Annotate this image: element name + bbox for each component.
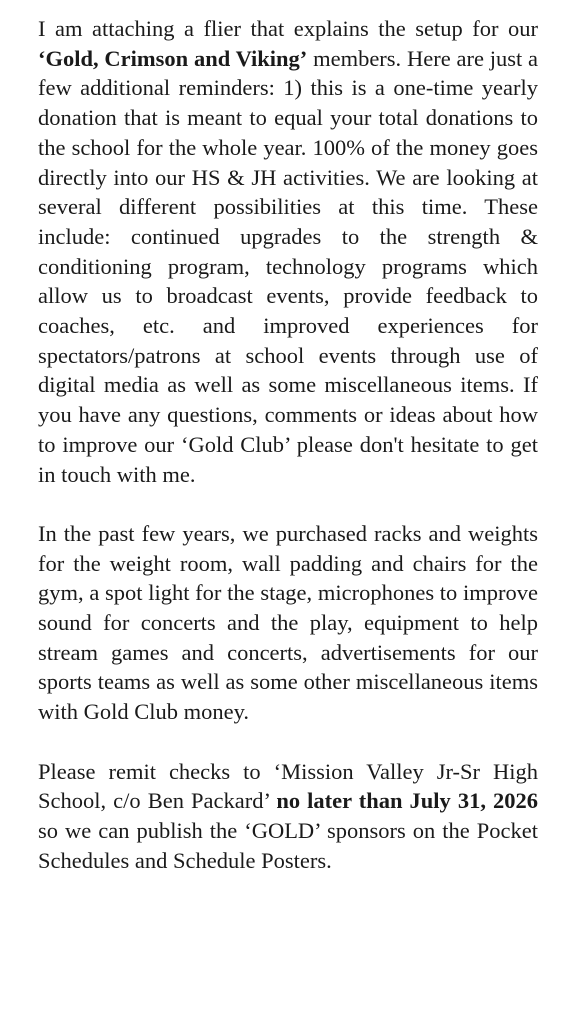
paragraph-3-text-start: Please remit checks to ‘Mission Valley Jr-Sr High School, c/o Ben Packard’ [38,758,538,814]
paragraph-remit-checks [38,757,538,876]
paragraph-flier-reminders [38,14,538,489]
membership-levels-bold: ‘Gold, Crimson and Viking’ [38,45,308,71]
deadline-bold: no later than July 31, 2026 [276,788,538,814]
paragraph-past-purchases: In the past few years, we purchased racks and weights for the weight room, wall padding and chairs for the gym, a spot light for the stage, microphones to improve sound for concerts and the play, equipment to help stream games and concerts, advertisements for our sports teams as well as some other miscellaneous items with Gold Club money. [38,520,538,725]
paragraph-3-text-rest: so we can publish the ‘GOLD’ sponsors on the Pocket Schedules and Schedule Posters. [38,817,538,873]
paragraph-1-text-start: I am attaching a flier that explains the setup for our [38,16,538,41]
paragraph-1-text-rest: members. Here are just a few additional reminders: 1) this is a one-time yearly donation that is meant to equal your total donations to the school for the whole year. 100% of the money goes directly into our HS & JH activities. We are looking at several different possibilities at this time. These include: continued upgrades to the strength & conditioning program, technology programs which allow us to broadcast events, provide feedback to coaches, etc. and improved experiences for spectators/patrons at school events through use of digital media as well as some miscellaneous items. If you have any questions, comments or ideas about how to improve our ‘Gold Club’ please don't hesitate to get in touch with me. [38,45,538,487]
